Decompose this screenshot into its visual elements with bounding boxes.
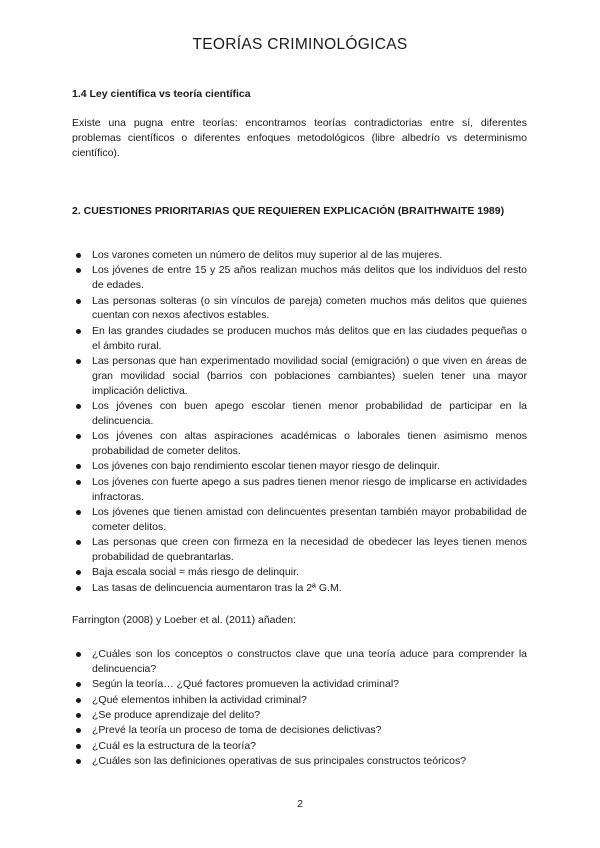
list-item bbox=[72, 535, 527, 565]
list-item bbox=[72, 429, 527, 459]
list-item-text: Los jóvenes con fuerte apego a sus padres tienen menor riesgo de implicarse en actividades infractoras. bbox=[92, 475, 527, 503]
bullet-icon bbox=[76, 713, 81, 718]
list-item-text: ¿Qué elementos inhiben la actividad criminal? bbox=[92, 693, 307, 706]
section-2-heading: 2. CUESTIONES PRIORITARIAS QUE REQUIEREN EXPLICACIÓN (BRAITHWAITE 1989) bbox=[72, 205, 505, 217]
list-item-text: Los varones cometen un número de delitos muy superior al de las mujeres. bbox=[92, 249, 443, 261]
list-item bbox=[72, 647, 527, 677]
list-item bbox=[72, 459, 527, 474]
list-item-text: ¿Se produce aprendizaje del delito? bbox=[92, 708, 261, 721]
list-item-text: Los jóvenes de entre 15 y 25 años realizan muchos más delitos que los individuos del resto de edades. bbox=[92, 264, 527, 292]
list-item bbox=[72, 475, 527, 505]
list-item bbox=[72, 248, 527, 263]
document-title: TEORÍAS CRIMINOLÓGICAS bbox=[192, 36, 408, 53]
bullet-icon bbox=[76, 404, 81, 409]
list-item-text: Las personas que han experimentado movilidad social (emigración) o que viven en áreas de gran movilidad social (barrios con poblaciones cambiantes) suelen tener una mayor implicación delictiva. bbox=[92, 354, 527, 397]
list-item-text: ¿Prevé la teoría un proceso de toma de decisiones delictivas? bbox=[92, 724, 382, 737]
section-2-bullet-list bbox=[72, 248, 527, 596]
list-item bbox=[72, 505, 527, 535]
bullet-icon bbox=[76, 728, 81, 733]
list-item bbox=[72, 754, 527, 769]
bullet-icon bbox=[76, 586, 81, 591]
list-item-text: Los jóvenes con altas aspiraciones académicas o laborales tienen asimismo menos probabilidad de cometer delitos. bbox=[92, 430, 527, 457]
bullet-icon bbox=[76, 253, 81, 258]
list-item bbox=[72, 708, 527, 723]
bullet-icon bbox=[76, 540, 81, 545]
bullet-icon bbox=[76, 299, 81, 304]
list-item-text: Las tasas de delincuencia aumentaron tras la 2ª G.M. bbox=[92, 581, 342, 594]
list-item bbox=[72, 294, 527, 324]
bullet-icon bbox=[76, 434, 81, 439]
list-item-text: Los jóvenes con bajo rendimiento escolar tienen mayor riesgo de delinquir. bbox=[92, 460, 440, 473]
bullet-icon bbox=[76, 329, 81, 334]
section-1-4-paragraph: Existe una pugna entre teorías: encontramos teorías contradictorias entre sí, diferentes problemas científicos o diferentes enfoques metodológicos (libre albedrío vs determinismo científico). bbox=[72, 117, 527, 159]
list-item bbox=[72, 723, 527, 738]
bullet-icon bbox=[76, 682, 81, 687]
bullet-icon bbox=[76, 464, 81, 469]
list-item bbox=[72, 354, 527, 398]
bullet-icon bbox=[76, 759, 81, 764]
list-item-text: Baja escala social = más riesgo de delinquir. bbox=[92, 566, 299, 579]
list-item-text: Las personas que creen con firmeza en la necesidad de obedecer las leyes tienen menos probabilidad de quebrantarlas. bbox=[92, 536, 527, 563]
list-item-text: ¿Cuáles son las definiciones operativas de sus principales constructos teóricos? bbox=[92, 755, 467, 768]
list-item bbox=[72, 677, 527, 692]
farrington-intro: Farrington (2008) y Loeber et al. (2011) añaden: bbox=[72, 614, 296, 626]
list-item-text: Los jóvenes con buen apego escolar tienen menor probabilidad de participar en la delincuencia. bbox=[92, 399, 527, 427]
section-1-4-heading: 1.4 Ley científica vs teoría científica bbox=[72, 88, 251, 100]
list-item bbox=[72, 324, 527, 354]
list-item bbox=[72, 263, 527, 293]
list-item-text: ¿Cuál es la estructura de la teoría? bbox=[92, 739, 257, 752]
bullet-icon bbox=[76, 480, 81, 485]
list-item bbox=[72, 399, 527, 429]
list-item-text: Según la teoría… ¿Qué factores promueven la actividad criminal? bbox=[92, 678, 399, 691]
bullet-icon bbox=[76, 744, 81, 749]
page-number: 2 bbox=[297, 798, 303, 810]
bullet-icon bbox=[76, 359, 81, 364]
bullet-icon bbox=[76, 510, 81, 515]
list-item-text: Los jóvenes que tienen amistad con delincuentes presentan también mayor probabilidad de cometer delitos. bbox=[92, 505, 527, 533]
list-item bbox=[72, 565, 527, 580]
bullet-icon bbox=[76, 652, 81, 657]
list-item bbox=[72, 739, 527, 754]
list-item-text: ¿Cuáles son los conceptos o constructos clave que una teoría aduce para comprender la delincuencia? bbox=[92, 648, 527, 675]
bullet-icon bbox=[76, 698, 81, 703]
bullet-icon bbox=[76, 570, 81, 575]
farrington-bullet-list bbox=[72, 647, 527, 770]
list-item-text: En las grandes ciudades se producen muchos más delitos que en las ciudades pequeñas o el ámbito rural. bbox=[92, 324, 527, 352]
list-item bbox=[72, 693, 527, 708]
bullet-icon bbox=[76, 268, 81, 273]
list-item bbox=[72, 581, 527, 596]
list-item-text: Las personas solteras (o sin vínculos de pareja) cometen muchos más delitos que quienes cuentan con nexos afectivos estables. bbox=[92, 294, 527, 322]
